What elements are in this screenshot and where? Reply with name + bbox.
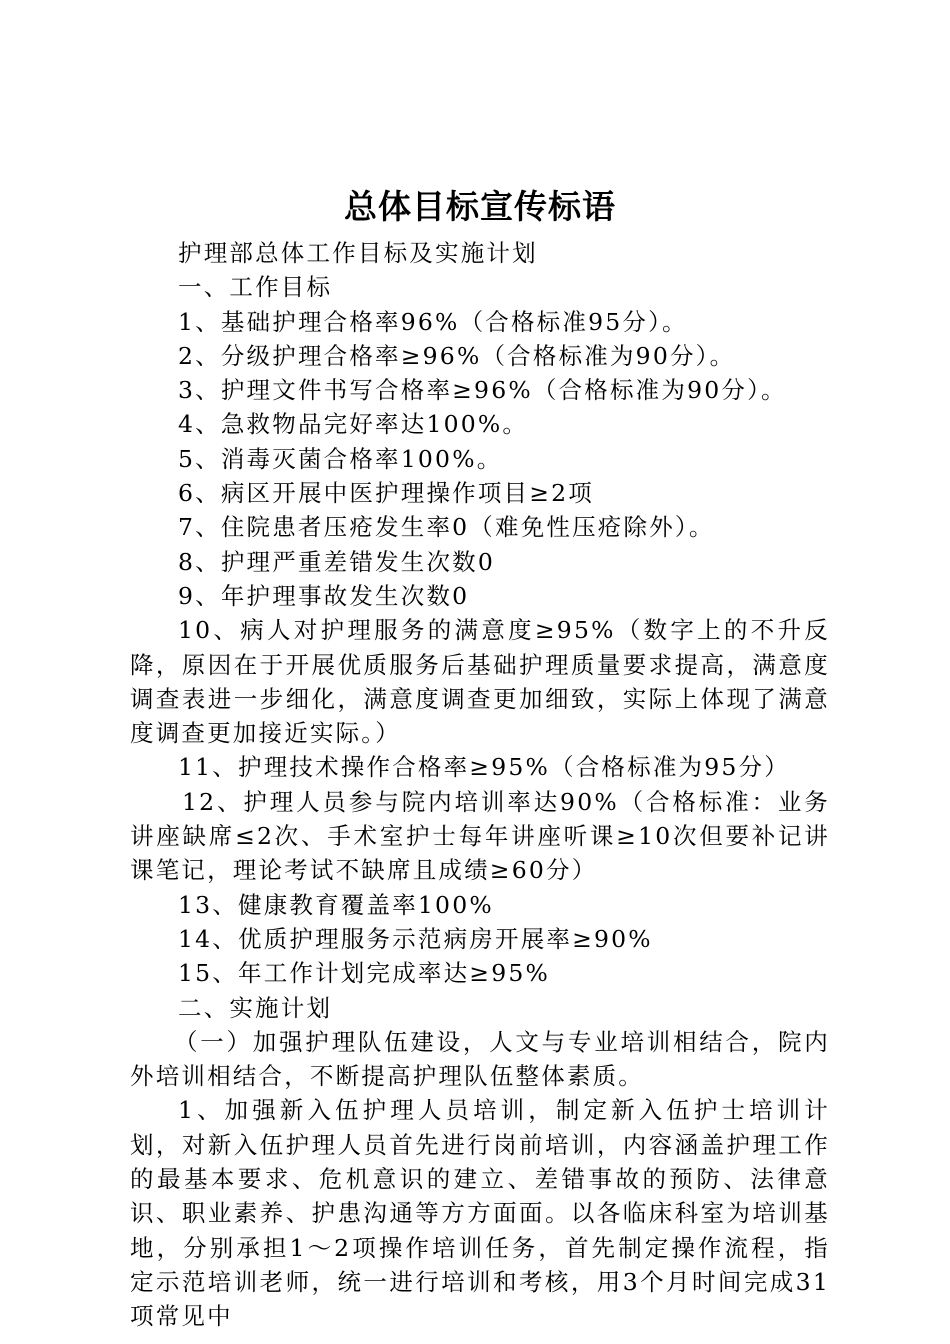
plan-paragraph: 1、加强新入伍护理人员培训，制定新入伍护士培训计划，对新入伍护理人员首先进行岗前培训，内容涵盖护理工作的最基本要求、危机意识的建立、差错事故的预防、法律意识、职业素养、护患沟通等方方面面。以各临床科室为培训基地，分别承担1～2项操作培训任务，首先制定操作流程，指定示范培训老师，统一进行培训和考核，用3个月时间完成31项常见中 (130, 1096, 830, 1331)
section-heading-plan: 二、实施计划 (178, 993, 333, 1022)
goal-item: 7、住院患者压疮发生率0（难免性压疮除外）。 (178, 513, 715, 542)
goal-item: 3、护理文件书写合格率≥96%（合格标准为90分）。 (178, 376, 787, 405)
goal-item: 6、病区开展中医护理操作项目≥2项 (178, 479, 594, 508)
document-title: 总体目标宣传标语 (344, 187, 616, 226)
document-body (130, 236, 830, 1334)
goal-item: 10、病人对护理服务的满意度≥95%（数字上的不升反降，原因在于开展优质服务后基础护理质量要求提高，满意度调查表进一步细化，满意度调查更加细致，实际上体现了满意度调查更加接近实际。） (130, 616, 830, 748)
goal-item: 9、年护理事故发生次数0 (178, 581, 470, 610)
goal-item: 4、急救物品完好率达100%。 (178, 410, 529, 439)
plan-heading: 护理部总体工作目标及实施计划 (178, 239, 538, 267)
goal-item: 1、基础护理合格率96%（合格标准95分）。 (178, 307, 688, 336)
section-heading-goals: 一、工作目标 (178, 273, 333, 302)
goal-item: 12、护理人员参与院内培训率达90%（合格标准：业务讲座缺席≤2次、手术室护士每年讲座听课≥10次但要补记讲课笔记，理论考试不缺席且成绩≥60分） (130, 787, 830, 885)
goal-item: 14、优质护理服务示范病房开展率≥90% (178, 924, 653, 953)
goal-item: 8、护理严重差错发生次数0 (178, 547, 496, 576)
goal-item: 13、健康教育覆盖率100% (178, 890, 494, 919)
goal-item: 11、护理技术操作合格率≥95%（合格标准为95分） (178, 753, 790, 782)
goal-item: 15、年工作计划完成率达≥95% (178, 959, 551, 988)
goal-item: 5、消毒灭菌合格率100%。 (178, 444, 503, 473)
goal-item: 2、分级护理合格率≥96%（合格标准为90分）。 (178, 341, 736, 370)
plan-subheading: （一）加强护理队伍建设，人文与专业培训相结合，院内外培训相结合，不断提高护理队伍整体素质。 (130, 1027, 830, 1091)
